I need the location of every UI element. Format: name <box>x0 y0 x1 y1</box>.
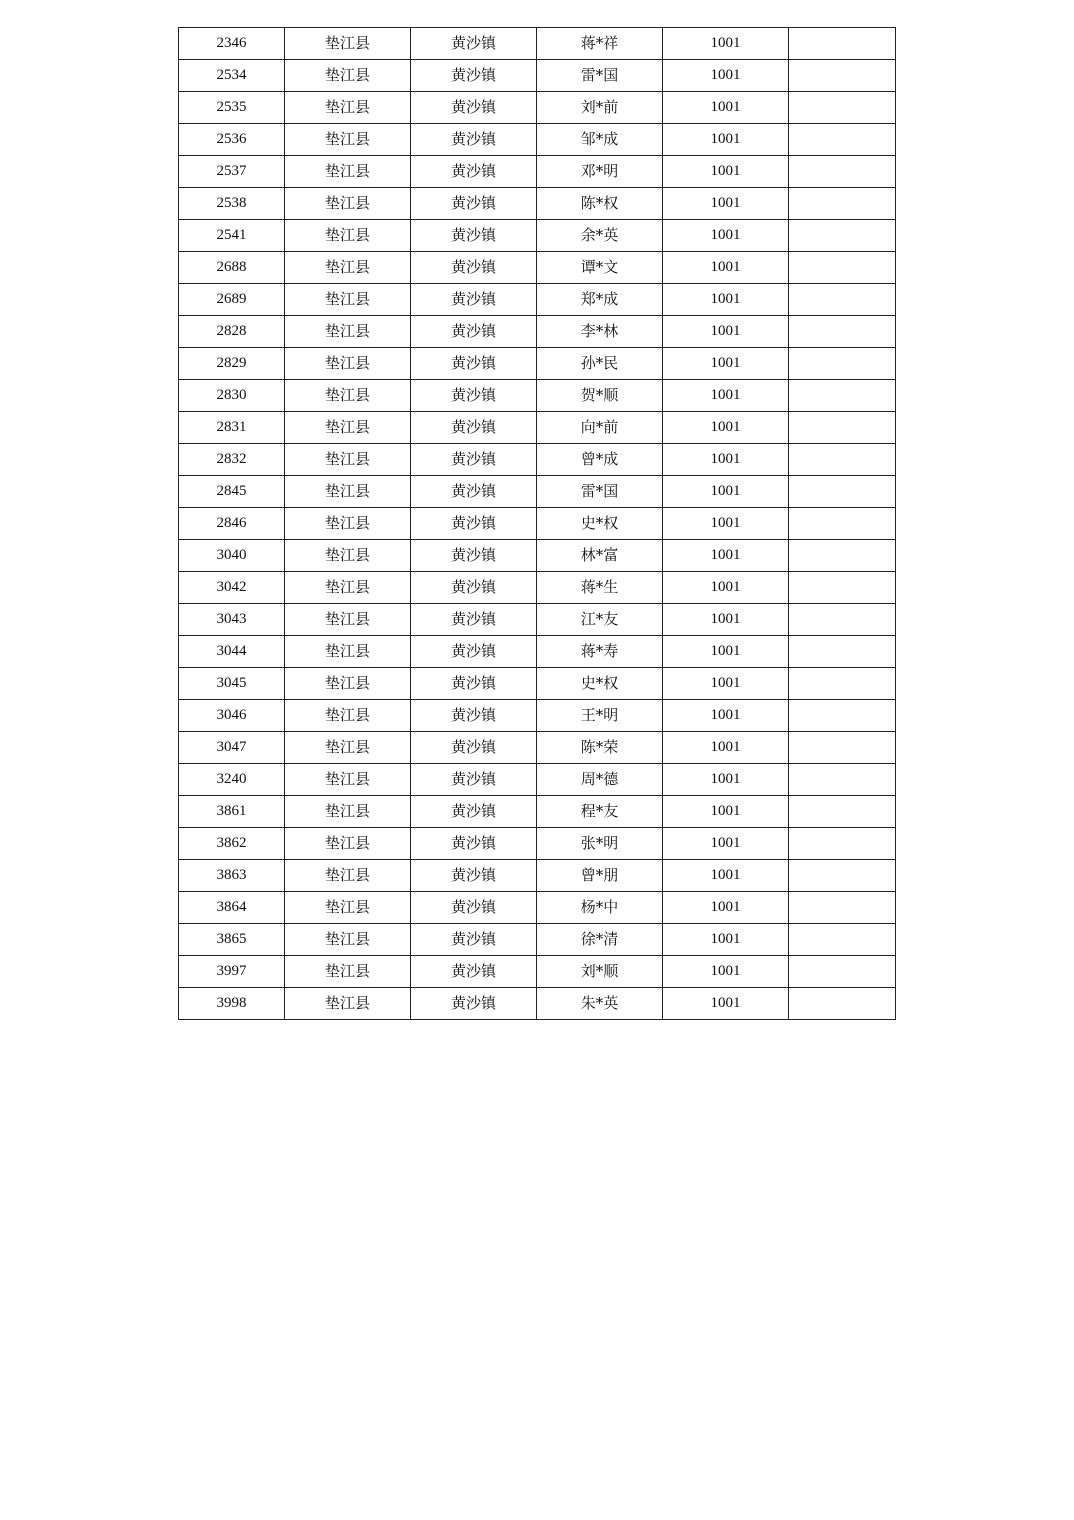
row-id-cell: 3040 <box>179 540 285 572</box>
table-row <box>179 28 896 60</box>
county-cell: 垫江县 <box>285 284 411 316</box>
name-cell: 孙*民 <box>537 348 663 380</box>
code-cell: 1001 <box>663 572 789 604</box>
table-row <box>179 220 896 252</box>
name-cell: 陈*权 <box>537 188 663 220</box>
name-cell: 朱*英 <box>537 988 663 1020</box>
remark-cell <box>789 284 896 316</box>
town-cell: 黄沙镇 <box>411 60 537 92</box>
remark-cell <box>789 796 896 828</box>
county-cell: 垫江县 <box>285 860 411 892</box>
town-cell: 黄沙镇 <box>411 412 537 444</box>
row-id-cell: 2534 <box>179 60 285 92</box>
row-id-cell: 2831 <box>179 412 285 444</box>
row-id-cell: 3046 <box>179 700 285 732</box>
county-cell: 垫江县 <box>285 892 411 924</box>
remark-cell <box>789 412 896 444</box>
row-id-cell: 2538 <box>179 188 285 220</box>
code-cell: 1001 <box>663 508 789 540</box>
name-cell: 史*权 <box>537 508 663 540</box>
county-cell: 垫江县 <box>285 988 411 1020</box>
town-cell: 黄沙镇 <box>411 444 537 476</box>
county-cell: 垫江县 <box>285 572 411 604</box>
remark-cell <box>789 348 896 380</box>
remark-cell <box>789 444 896 476</box>
remark-cell <box>789 188 896 220</box>
code-cell: 1001 <box>663 156 789 188</box>
code-cell: 1001 <box>663 988 789 1020</box>
row-id-cell: 3045 <box>179 668 285 700</box>
row-id-cell: 2688 <box>179 252 285 284</box>
code-cell: 1001 <box>663 476 789 508</box>
code-cell: 1001 <box>663 188 789 220</box>
remark-cell <box>789 924 896 956</box>
name-cell: 雷*国 <box>537 60 663 92</box>
name-cell: 余*英 <box>537 220 663 252</box>
table-row <box>179 860 896 892</box>
name-cell: 刘*前 <box>537 92 663 124</box>
row-id-cell: 3865 <box>179 924 285 956</box>
row-id-cell: 3861 <box>179 796 285 828</box>
town-cell: 黄沙镇 <box>411 860 537 892</box>
code-cell: 1001 <box>663 316 789 348</box>
code-cell: 1001 <box>663 764 789 796</box>
remark-cell <box>789 988 896 1020</box>
row-id-cell: 3998 <box>179 988 285 1020</box>
table-row <box>179 668 896 700</box>
remark-cell <box>789 220 896 252</box>
row-id-cell: 2846 <box>179 508 285 540</box>
name-cell: 蒋*生 <box>537 572 663 604</box>
row-id-cell: 3240 <box>179 764 285 796</box>
code-cell: 1001 <box>663 636 789 668</box>
remark-cell <box>789 60 896 92</box>
code-cell: 1001 <box>663 892 789 924</box>
county-cell: 垫江县 <box>285 348 411 380</box>
town-cell: 黄沙镇 <box>411 604 537 636</box>
county-cell: 垫江县 <box>285 956 411 988</box>
remark-cell <box>789 636 896 668</box>
table-row <box>179 540 896 572</box>
town-cell: 黄沙镇 <box>411 636 537 668</box>
name-cell: 郑*成 <box>537 284 663 316</box>
remark-cell <box>789 572 896 604</box>
name-cell: 周*德 <box>537 764 663 796</box>
remark-cell <box>789 828 896 860</box>
table-row <box>179 636 896 668</box>
table-row <box>179 796 896 828</box>
town-cell: 黄沙镇 <box>411 956 537 988</box>
row-id-cell: 3042 <box>179 572 285 604</box>
code-cell: 1001 <box>663 732 789 764</box>
table-row <box>179 92 896 124</box>
code-cell: 1001 <box>663 348 789 380</box>
town-cell: 黄沙镇 <box>411 540 537 572</box>
code-cell: 1001 <box>663 284 789 316</box>
remark-cell <box>789 540 896 572</box>
remark-cell <box>789 700 896 732</box>
county-cell: 垫江县 <box>285 924 411 956</box>
town-cell: 黄沙镇 <box>411 284 537 316</box>
name-cell: 蒋*祥 <box>537 28 663 60</box>
table-row <box>179 732 896 764</box>
row-id-cell: 3043 <box>179 604 285 636</box>
code-cell: 1001 <box>663 124 789 156</box>
county-cell: 垫江县 <box>285 444 411 476</box>
name-cell: 陈*荣 <box>537 732 663 764</box>
data-table <box>178 27 896 1020</box>
row-id-cell: 2832 <box>179 444 285 476</box>
remark-cell <box>789 892 896 924</box>
code-cell: 1001 <box>663 252 789 284</box>
table-row <box>179 604 896 636</box>
remark-cell <box>789 508 896 540</box>
code-cell: 1001 <box>663 860 789 892</box>
table-body <box>179 28 896 1020</box>
name-cell: 江*友 <box>537 604 663 636</box>
remark-cell <box>789 252 896 284</box>
town-cell: 黄沙镇 <box>411 572 537 604</box>
county-cell: 垫江县 <box>285 28 411 60</box>
code-cell: 1001 <box>663 28 789 60</box>
county-cell: 垫江县 <box>285 220 411 252</box>
remark-cell <box>789 476 896 508</box>
remark-cell <box>789 124 896 156</box>
table-row <box>179 508 896 540</box>
town-cell: 黄沙镇 <box>411 828 537 860</box>
table-row <box>179 252 896 284</box>
name-cell: 史*权 <box>537 668 663 700</box>
row-id-cell: 2828 <box>179 316 285 348</box>
county-cell: 垫江县 <box>285 700 411 732</box>
town-cell: 黄沙镇 <box>411 316 537 348</box>
name-cell: 邓*明 <box>537 156 663 188</box>
county-cell: 垫江县 <box>285 508 411 540</box>
name-cell: 贺*顺 <box>537 380 663 412</box>
remark-cell <box>789 604 896 636</box>
county-cell: 垫江县 <box>285 828 411 860</box>
row-id-cell: 3864 <box>179 892 285 924</box>
town-cell: 黄沙镇 <box>411 28 537 60</box>
table-row <box>179 124 896 156</box>
county-cell: 垫江县 <box>285 604 411 636</box>
row-id-cell: 3047 <box>179 732 285 764</box>
code-cell: 1001 <box>663 700 789 732</box>
code-cell: 1001 <box>663 540 789 572</box>
code-cell: 1001 <box>663 828 789 860</box>
name-cell: 谭*文 <box>537 252 663 284</box>
county-cell: 垫江县 <box>285 732 411 764</box>
county-cell: 垫江县 <box>285 412 411 444</box>
remark-cell <box>789 732 896 764</box>
name-cell: 曾*成 <box>537 444 663 476</box>
town-cell: 黄沙镇 <box>411 924 537 956</box>
county-cell: 垫江县 <box>285 636 411 668</box>
row-id-cell: 2535 <box>179 92 285 124</box>
table-row <box>179 284 896 316</box>
county-cell: 垫江县 <box>285 476 411 508</box>
town-cell: 黄沙镇 <box>411 348 537 380</box>
name-cell: 张*明 <box>537 828 663 860</box>
table-row <box>179 316 896 348</box>
remark-cell <box>789 380 896 412</box>
code-cell: 1001 <box>663 220 789 252</box>
town-cell: 黄沙镇 <box>411 156 537 188</box>
code-cell: 1001 <box>663 380 789 412</box>
town-cell: 黄沙镇 <box>411 764 537 796</box>
county-cell: 垫江县 <box>285 92 411 124</box>
row-id-cell: 3862 <box>179 828 285 860</box>
table-row <box>179 476 896 508</box>
code-cell: 1001 <box>663 412 789 444</box>
town-cell: 黄沙镇 <box>411 92 537 124</box>
name-cell: 雷*国 <box>537 476 663 508</box>
row-id-cell: 2541 <box>179 220 285 252</box>
name-cell: 林*富 <box>537 540 663 572</box>
table-row <box>179 988 896 1020</box>
row-id-cell: 3863 <box>179 860 285 892</box>
town-cell: 黄沙镇 <box>411 668 537 700</box>
name-cell: 邹*成 <box>537 124 663 156</box>
table-row <box>179 828 896 860</box>
table-row <box>179 412 896 444</box>
town-cell: 黄沙镇 <box>411 124 537 156</box>
remark-cell <box>789 764 896 796</box>
row-id-cell: 2830 <box>179 380 285 412</box>
county-cell: 垫江县 <box>285 540 411 572</box>
table-row <box>179 380 896 412</box>
town-cell: 黄沙镇 <box>411 508 537 540</box>
remark-cell <box>789 956 896 988</box>
name-cell: 杨*中 <box>537 892 663 924</box>
town-cell: 黄沙镇 <box>411 700 537 732</box>
town-cell: 黄沙镇 <box>411 796 537 828</box>
table-row <box>179 956 896 988</box>
row-id-cell: 2346 <box>179 28 285 60</box>
table-row <box>179 764 896 796</box>
code-cell: 1001 <box>663 92 789 124</box>
code-cell: 1001 <box>663 956 789 988</box>
remark-cell <box>789 860 896 892</box>
county-cell: 垫江县 <box>285 156 411 188</box>
table-row <box>179 924 896 956</box>
name-cell: 徐*清 <box>537 924 663 956</box>
name-cell: 王*明 <box>537 700 663 732</box>
table-row <box>179 156 896 188</box>
code-cell: 1001 <box>663 924 789 956</box>
name-cell: 刘*顺 <box>537 956 663 988</box>
town-cell: 黄沙镇 <box>411 732 537 764</box>
table-row <box>179 60 896 92</box>
town-cell: 黄沙镇 <box>411 380 537 412</box>
town-cell: 黄沙镇 <box>411 892 537 924</box>
remark-cell <box>789 28 896 60</box>
county-cell: 垫江县 <box>285 60 411 92</box>
code-cell: 1001 <box>663 444 789 476</box>
name-cell: 程*友 <box>537 796 663 828</box>
table-row <box>179 188 896 220</box>
county-cell: 垫江县 <box>285 796 411 828</box>
name-cell: 李*林 <box>537 316 663 348</box>
town-cell: 黄沙镇 <box>411 988 537 1020</box>
town-cell: 黄沙镇 <box>411 220 537 252</box>
row-id-cell: 2845 <box>179 476 285 508</box>
remark-cell <box>789 156 896 188</box>
town-cell: 黄沙镇 <box>411 252 537 284</box>
town-cell: 黄沙镇 <box>411 476 537 508</box>
row-id-cell: 2536 <box>179 124 285 156</box>
table-row <box>179 572 896 604</box>
town-cell: 黄沙镇 <box>411 188 537 220</box>
row-id-cell: 2537 <box>179 156 285 188</box>
row-id-cell: 3044 <box>179 636 285 668</box>
row-id-cell: 3997 <box>179 956 285 988</box>
county-cell: 垫江县 <box>285 668 411 700</box>
county-cell: 垫江县 <box>285 252 411 284</box>
county-cell: 垫江县 <box>285 124 411 156</box>
county-cell: 垫江县 <box>285 764 411 796</box>
code-cell: 1001 <box>663 668 789 700</box>
row-id-cell: 2689 <box>179 284 285 316</box>
name-cell: 曾*朋 <box>537 860 663 892</box>
table-row <box>179 700 896 732</box>
remark-cell <box>789 316 896 348</box>
row-id-cell: 2829 <box>179 348 285 380</box>
county-cell: 垫江县 <box>285 188 411 220</box>
table-row <box>179 348 896 380</box>
code-cell: 1001 <box>663 60 789 92</box>
code-cell: 1001 <box>663 796 789 828</box>
code-cell: 1001 <box>663 604 789 636</box>
table-row <box>179 892 896 924</box>
county-cell: 垫江县 <box>285 380 411 412</box>
remark-cell <box>789 668 896 700</box>
name-cell: 蒋*寿 <box>537 636 663 668</box>
table-row <box>179 444 896 476</box>
name-cell: 向*前 <box>537 412 663 444</box>
remark-cell <box>789 92 896 124</box>
county-cell: 垫江县 <box>285 316 411 348</box>
